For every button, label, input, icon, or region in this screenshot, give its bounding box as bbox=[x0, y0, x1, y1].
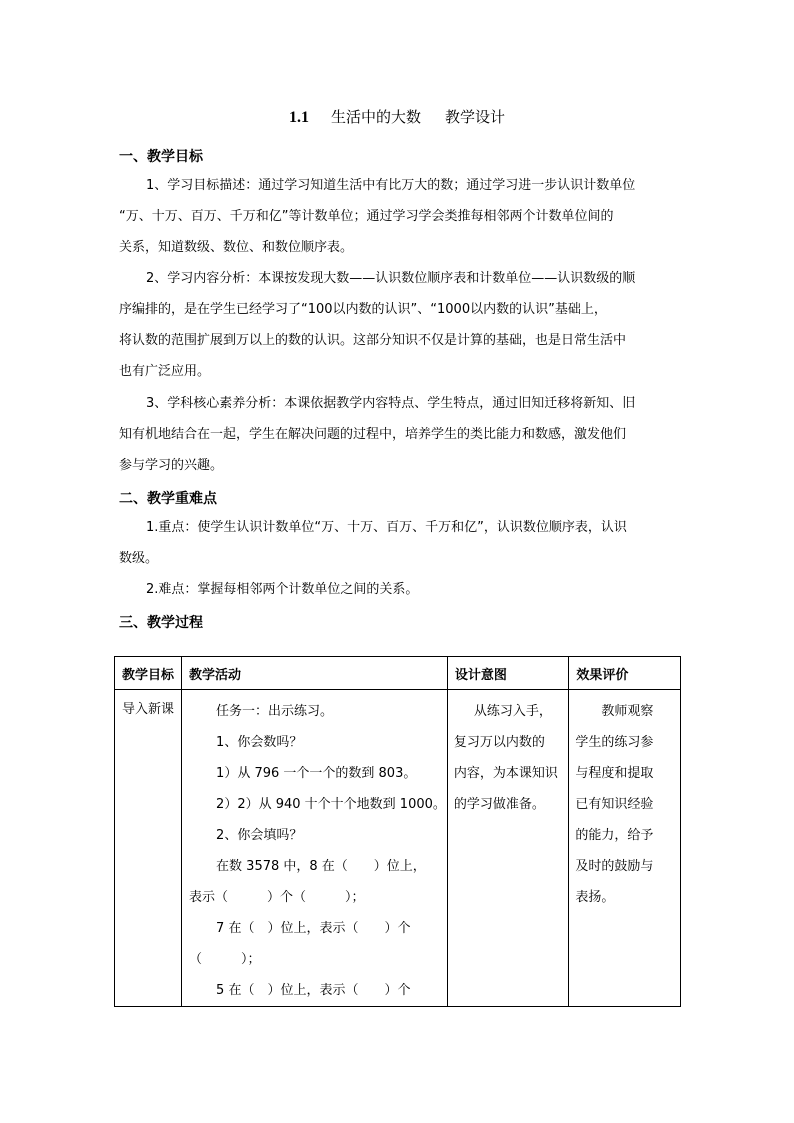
stage-label: 导入新课 bbox=[122, 702, 175, 717]
teaching-process-table bbox=[114, 656, 681, 1007]
title-number: 1.1 bbox=[288, 109, 309, 126]
title-suffix: 教学设计 bbox=[445, 108, 506, 126]
text-line: 参与学习的兴趣。 bbox=[119, 458, 224, 473]
evaluation-line: 教师观察 bbox=[601, 704, 654, 719]
text-line: “万、十万、百万、千万和亿”等计数单位；通过学习学会类推每相邻两个计数单位间的 bbox=[119, 209, 614, 224]
goal-paragraph-1 bbox=[119, 170, 679, 263]
text-line: 数级。 bbox=[119, 551, 159, 566]
evaluation-line: 的能力，给予 bbox=[575, 828, 654, 843]
table-row bbox=[115, 690, 681, 1007]
intent-line: 从练习入手， bbox=[473, 704, 552, 719]
evaluation-cell bbox=[569, 690, 681, 1007]
text-line: 1.重点：使学生认识计数单位“万、十万、百万、千万和亿”，认识数位顺序表，认识 bbox=[146, 520, 627, 535]
activity-line: 1）从 796 一个一个的数到 803。 bbox=[216, 766, 417, 781]
evaluation-line: 学生的练习参 bbox=[575, 735, 654, 750]
activity-line: 在数 3578 中，8 在（ ）位上， bbox=[216, 859, 426, 874]
text-line: 关系，知道数级、数位、和数位顺序表。 bbox=[119, 240, 354, 255]
text-line: 3、学科核心素养分析：本课依据教学内容特点、学生特点，通过旧知迁移将新知、旧 bbox=[146, 396, 636, 411]
activity-line: 7 在（ ）位上，表示（ ）个 bbox=[216, 921, 411, 936]
evaluation-line: 与程度和提取 bbox=[575, 766, 654, 781]
text-line: 2.难点：掌握每相邻两个计数单位之间的关系。 bbox=[146, 582, 419, 597]
stage-cell bbox=[115, 690, 182, 1007]
intent-cell bbox=[447, 690, 569, 1007]
activity-line: 2、你会填吗？ bbox=[216, 828, 303, 843]
text-line: 也有广泛应用。 bbox=[119, 364, 211, 379]
text-line: 知有机地结合在一起，学生在解决问题的过程中，培养学生的类比能力和数感，激发他们 bbox=[119, 427, 627, 442]
intent-line: 复习万以内数的 bbox=[453, 735, 545, 750]
text-line: 将认数的范围扩展到万以上的数的认识。这部分知识不仅是计算的基础，也是日常生活中 bbox=[119, 333, 627, 348]
difficulty-paragraph bbox=[119, 574, 679, 605]
activity-cell bbox=[182, 690, 448, 1007]
header-cell: 教学目标 bbox=[115, 657, 182, 690]
evaluation-line: 及时的鼓励与 bbox=[575, 859, 654, 874]
evaluation-line: 表扬。 bbox=[575, 890, 615, 905]
text-line: 序编排的，是在学生已经学习了“100以内数的认识”、“1000以内数的认识”基础上， bbox=[119, 302, 607, 317]
activity-line: 1、你会数吗？ bbox=[216, 735, 303, 750]
goal-paragraph-3 bbox=[119, 388, 679, 481]
activity-line: 表示（ ）个（ ）； bbox=[189, 890, 365, 905]
goal-paragraph-2 bbox=[119, 263, 679, 387]
section-heading-goals: 一、教学目标 bbox=[119, 149, 203, 165]
section-heading-key-points: 二、教学重难点 bbox=[119, 491, 217, 507]
activity-line: 5 在（ ）位上，表示（ ）个 bbox=[216, 983, 411, 998]
key-point-paragraph bbox=[119, 512, 679, 574]
activity-line: （ ）； bbox=[189, 952, 261, 967]
document-title bbox=[0, 106, 794, 127]
activity-line: 任务一：出示练习。 bbox=[216, 704, 334, 719]
text-line: 1、学习目标描述：通过学习知道生活中有比万大的数；通过学习进一步认识计数单位 bbox=[146, 178, 636, 193]
intent-line: 内容，为本课知识 bbox=[453, 766, 558, 781]
text-line: 2、学习内容分析：本课按发现大数——认识数位顺序表和计数单位——认识数级的顺 bbox=[146, 271, 636, 286]
table-header-row bbox=[115, 657, 681, 690]
section-heading-process: 三、教学过程 bbox=[119, 615, 203, 631]
header-cell: 设计意图 bbox=[447, 657, 569, 690]
header-cell: 教学活动 bbox=[182, 657, 448, 690]
header-cell: 效果评价 bbox=[569, 657, 681, 690]
activity-line: 2）2）从 940 十个十个地数到 1000。 bbox=[216, 797, 446, 812]
evaluation-line: 已有知识经验 bbox=[575, 797, 654, 812]
title-topic: 生活中的大数 bbox=[330, 108, 421, 126]
intent-line: 的学习做准备。 bbox=[453, 797, 545, 812]
